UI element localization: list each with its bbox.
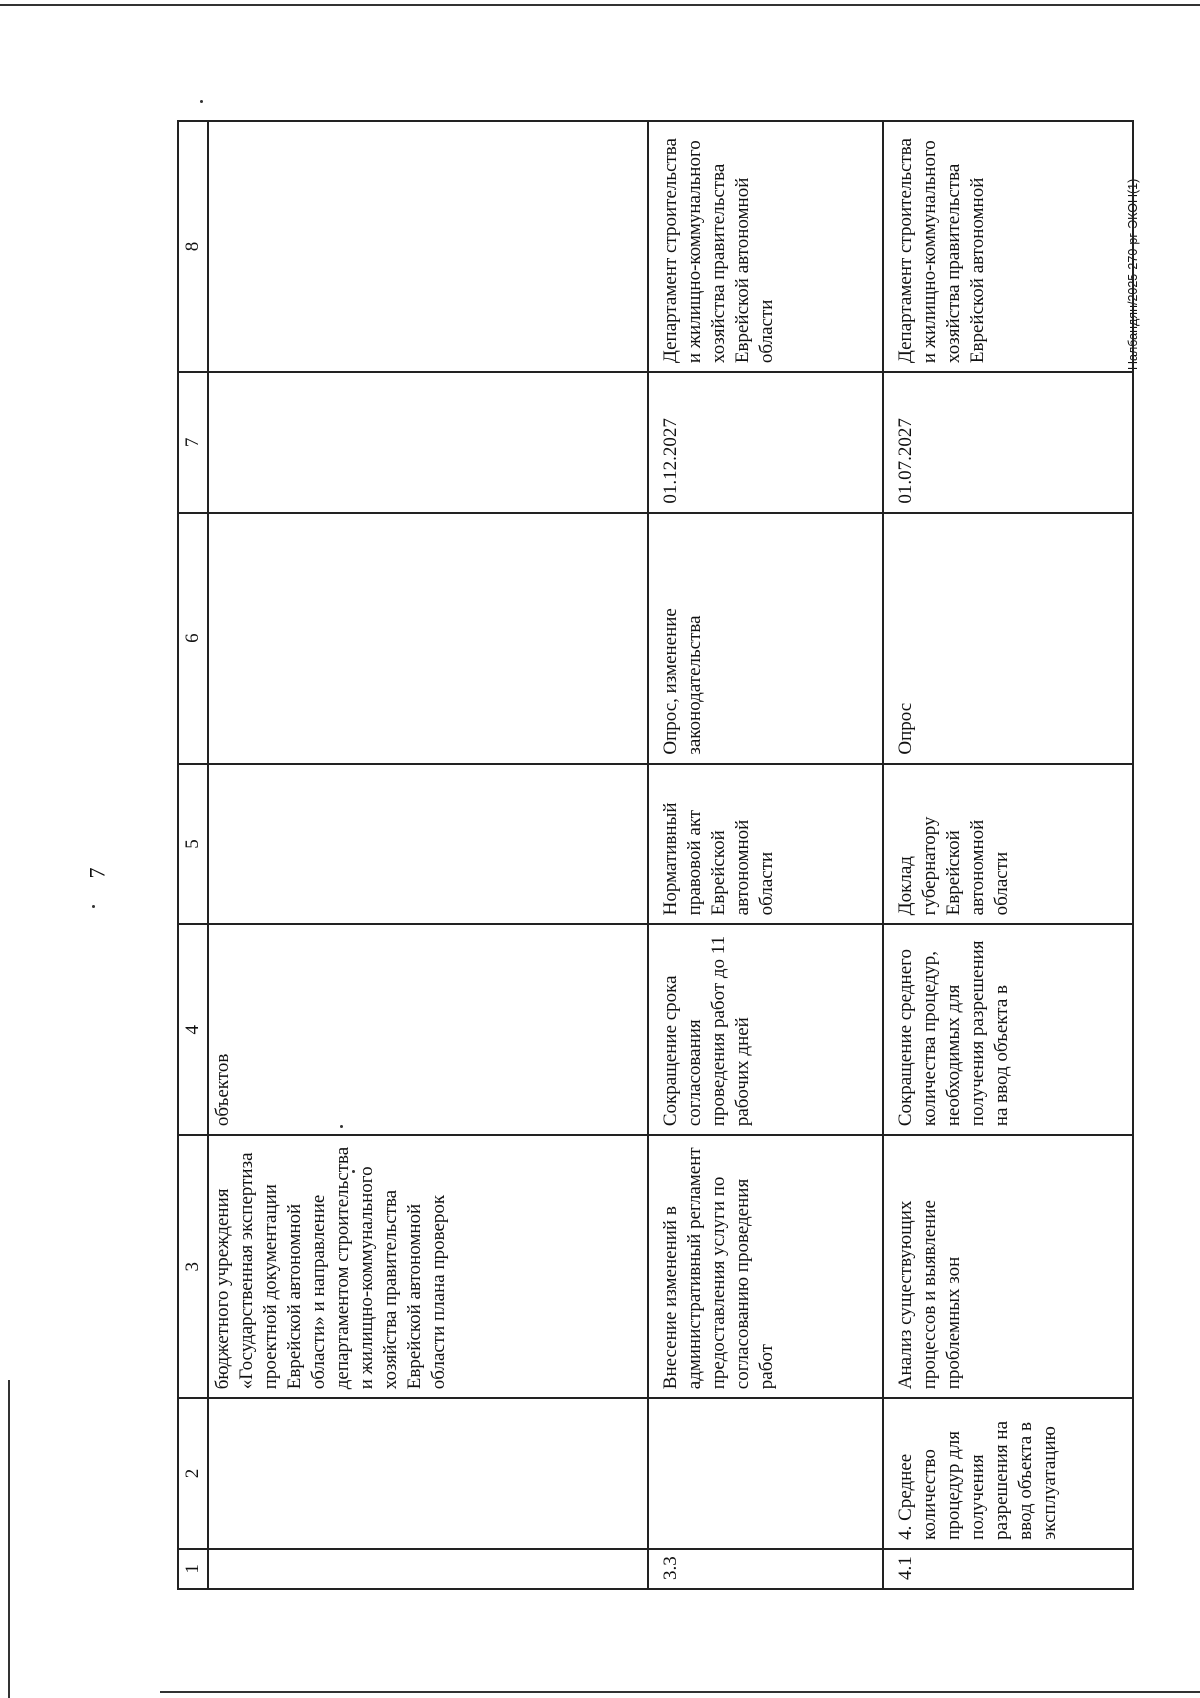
table-container bbox=[177, 120, 1177, 1590]
table-cell: 4.1 bbox=[883, 1549, 1133, 1589]
table-cell: Нормативный правовой акт Еврейской автономной области bbox=[648, 764, 883, 925]
table-cell bbox=[208, 1398, 648, 1549]
column-header: 6 bbox=[178, 513, 208, 764]
table-cell: Доклад губернатору Еврейской автономной области bbox=[883, 764, 1133, 925]
scan-speck bbox=[92, 905, 95, 908]
column-header: 4 bbox=[178, 924, 208, 1135]
scan-speck bbox=[200, 100, 203, 103]
table-cell bbox=[208, 372, 648, 513]
table-cell bbox=[208, 764, 648, 925]
table-cell: Сокращение среднего количества процедур, необходимых для получения разрешения на ввод объекта в bbox=[883, 924, 1133, 1135]
column-header: 1 bbox=[178, 1549, 208, 1589]
table-row bbox=[883, 121, 1133, 1589]
column-header: 8 bbox=[178, 121, 208, 372]
document-code-text: Налбандян/2025-270-рг-ЭКОН(1) bbox=[1126, 178, 1140, 370]
table-cell: 01.12.2027 bbox=[648, 372, 883, 513]
table-cell bbox=[208, 121, 648, 372]
table-cell: Департамент строительства и жилищно-коммунального хозяйства правительства Еврейской автономной bbox=[883, 121, 1133, 372]
table-cell: Сокращение срока согласования проведения работ до 11 рабочих дней bbox=[648, 924, 883, 1135]
measures-table bbox=[177, 120, 1134, 1590]
table-cell: Анализ существующих процессов и выявление проблемных зон bbox=[883, 1135, 1133, 1398]
table-cell: Опрос, изменение законодательства bbox=[648, 513, 883, 764]
table-cell: Департамент строительства и жилищно-коммунального хозяйства правительства Еврейской автономной области bbox=[648, 121, 883, 372]
scan-edge-top bbox=[0, 4, 1200, 6]
scan-edge-left bbox=[8, 1380, 10, 1698]
table-cell bbox=[648, 1398, 883, 1549]
column-header: 5 bbox=[178, 764, 208, 925]
table-cell bbox=[208, 1549, 648, 1589]
table-row bbox=[208, 121, 648, 1589]
table-cell: объектов bbox=[208, 924, 648, 1135]
column-header: 2 bbox=[178, 1398, 208, 1549]
table-cell: Внесение изменений в административный регламент предоставления услуги по согласованию проведения работ bbox=[648, 1135, 883, 1398]
page-number: 7 bbox=[84, 867, 110, 879]
table-header-row bbox=[178, 121, 208, 1589]
table-cell: 4. Среднее количество процедур для получения разрешения на ввод объекта в эксплуатацию bbox=[883, 1398, 1133, 1549]
table-cell: 3.3 bbox=[648, 1549, 883, 1589]
column-header: 7 bbox=[178, 372, 208, 513]
table-cell: бюджетного учреждения «Государственная экспертиза проектной документации Еврейской автономной области» и направление департаментом строительства и жилищно-коммунального хозяйства правительства Еврейской автономной области плана проверок bbox=[208, 1135, 648, 1398]
table-cell bbox=[208, 513, 648, 764]
table-row bbox=[648, 121, 883, 1589]
scan-edge-bottom bbox=[160, 1691, 1200, 1693]
table-cell: 01.07.2027 bbox=[883, 372, 1133, 513]
column-header: 3 bbox=[178, 1135, 208, 1398]
table-cell: Опрос bbox=[883, 513, 1133, 764]
